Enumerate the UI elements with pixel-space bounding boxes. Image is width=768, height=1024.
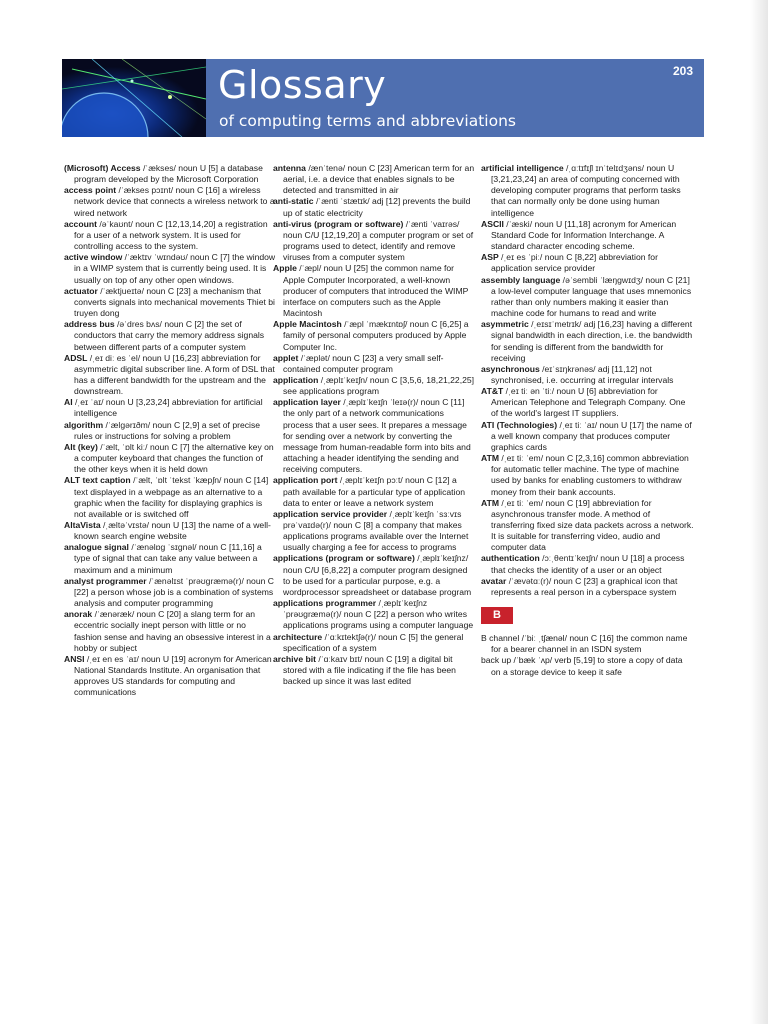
entry-headword: AT&T: [481, 386, 504, 397]
glossary-entry: [273, 632, 475, 654]
entry-definition: noun C [6,25] a family of personal computers produced by Apple Computer Inc.: [283, 319, 469, 352]
glossary-entry: [481, 275, 694, 320]
entry-headword: antenna: [273, 163, 306, 173]
entry-definition: noun C [21] a low-level computer language that uses mnemonics rather than only numbers making it easier than machine code for humans to read and write: [491, 274, 692, 319]
entry-definition: noun C [12] a path available for a particular type of application data to enter or leave a network system: [283, 475, 466, 508]
glossary-entry: [481, 498, 694, 554]
glossary-entry: [481, 576, 694, 598]
glossary-entry: [481, 553, 694, 575]
page-edge-shadow: [750, 0, 768, 1024]
entry-definition: back up /ˈbæk ˈʌp/ verb [5,19] to store a copy of data on a storage device to keep it safe: [481, 655, 683, 677]
glossary-entry: [481, 252, 694, 274]
entry-pronunciation: /ˈæski/: [503, 218, 533, 229]
entry-pronunciation: /ænˈtenə/: [305, 163, 346, 173]
entry-definition: noun C [8] a company that makes applications programs available over the Internet usually charging a fee for access to programs: [283, 520, 469, 553]
entry-pronunciation: /ˈæpl/: [296, 263, 322, 274]
entry-definition: noun C [20] a slang term for an eccentric socially inept person with little or no fashion sense and having an obsessive interest in a hobby or subject: [74, 609, 271, 653]
glossary-entry: [481, 386, 694, 419]
entry-definition: noun C [19] abbreviation for asynchronous transfer mode. A method of transferring fixed size data packets across a network. It is suitable for transferring video, audio and computer data: [491, 497, 694, 553]
glossary-entry: [273, 509, 475, 554]
glossary-entry: [64, 353, 276, 398]
entry-headword: asynchronous: [481, 363, 540, 374]
entry-definition: noun C [16] a wireless network device that connects a wireless network to a wired network: [74, 185, 275, 218]
entry-definition: noun U [3,21,23,24] an area of computing concerned with developing computer programs that perform tasks that can normally only be done using human intelligence: [491, 163, 681, 218]
glossary-entry: [64, 542, 276, 575]
entry-pronunciation: /ˈænəræk/: [92, 609, 135, 620]
glossary-entry: [64, 576, 276, 609]
entry-definition: noun C [5] the general specification of a system: [283, 631, 464, 653]
glossary-column-3: [481, 163, 694, 678]
glossary-entry: [64, 219, 276, 252]
entry-headword: AltaVista: [64, 520, 101, 530]
entry-pronunciation: /ˈænti ˈstætɪk/: [313, 196, 370, 207]
entry-pronunciation: /ˈænəlɒɡ ˈsɪɡnəl/: [128, 542, 197, 553]
entry-headword: authentication: [481, 553, 540, 564]
glossary-entry: [481, 633, 694, 655]
entry-headword: application: [273, 374, 319, 385]
entry-pronunciation: /ˈæplət/: [298, 352, 330, 363]
entry-headword: application layer: [273, 397, 341, 408]
entry-pronunciation: /ˌæplɪˈkeɪʃnz/: [414, 553, 469, 564]
column-3-entries: [481, 163, 694, 598]
entry-pronunciation: /ˈælɡərɪðm/: [103, 419, 151, 430]
entry-headword: ATM: [481, 453, 499, 464]
entry-pronunciation: /ˌɑːtɪfɪʃl ɪnˈtelɪdʒəns/: [563, 163, 645, 173]
glossary-entry: [481, 163, 694, 219]
entry-pronunciation: /ɔːˌθentɪˈkeɪʃn/: [539, 553, 598, 564]
glossary-entry: [481, 420, 694, 453]
entry-definition: noun U [5] a database program developed by the Microsoft Corporation: [74, 163, 263, 185]
entry-pronunciation: /ˌeɪ en es ˈaɪ/: [84, 653, 139, 664]
earth-network-image: [62, 59, 206, 137]
entry-pronunciation: /eɪˈsɪŋkrənəs/: [539, 363, 596, 374]
entry-pronunciation: /ˌeɪ es ˈpiː/: [498, 252, 543, 263]
entry-headword: ASCII: [481, 218, 504, 229]
glossary-entry: [64, 185, 276, 218]
page-number: 203: [672, 64, 693, 78]
glossary-entry: [273, 353, 475, 375]
entry-pronunciation: /ˈækses pɔɪnt/: [116, 185, 174, 196]
entry-pronunciation: /əˈkaʊnt/: [96, 218, 133, 229]
entry-pronunciation: /ˈænti ˈvaɪrəs/: [403, 218, 460, 229]
glossary-entry: [64, 475, 276, 520]
glossary-entry: [481, 319, 694, 364]
entry-headword: analogue signal: [64, 542, 129, 553]
entry-pronunciation: /ˈælt, ˈɒlt ˈtekst ˈkæpʃn/: [130, 475, 222, 486]
entry-definition: noun C [23] American term for an aerial, i.e. a device that enables signals to be detected and transmitted in air: [283, 163, 475, 196]
entry-pronunciation: /ˌeɪ tiː ˈaɪ/: [557, 419, 598, 430]
glossary-entry: [273, 553, 475, 598]
entry-definition: noun C [23] a graphical icon that represents a real person in a cyberspace system: [491, 575, 678, 597]
entry-headword: ASP: [481, 252, 499, 263]
entry-pronunciation: /ˈævətɑː(r)/: [506, 575, 552, 586]
glossary-entry: [481, 364, 694, 386]
entry-definition: adj [11,12] not synchronised, i.e. occurring at irregular intervals: [491, 363, 674, 385]
glossary-entry: [64, 252, 276, 285]
glossary-entry: [273, 475, 475, 508]
entry-pronunciation: /ˌæplɪˈkeɪʃn ˈsɜːvɪs prəˈvaɪdə(r)/: [283, 508, 462, 530]
entry-definition: noun C/U [12,19,20] a computer program or set of programs used to detect, identify and remove viruses from a computer system: [283, 229, 474, 263]
entry-pronunciation: /ˌeɪ ˈaɪ/: [72, 397, 104, 408]
glossary-entry: [273, 397, 475, 475]
entry-definition: noun C [12,13,14,20] a registration for a user of a network system. It is used for controlling access to the system.: [74, 218, 268, 252]
entry-definition: noun U [3,23,24] abbreviation for artificial intelligence: [74, 397, 263, 419]
entry-definition: noun C [7] the alternative key on a computer keyboard that changes the function of the other keys when it is held down: [74, 441, 274, 475]
glossary-entry: [273, 598, 475, 631]
glossary-entry: [64, 442, 276, 475]
entry-pronunciation: /ˌæltəˈvɪstə/: [100, 520, 150, 530]
entry-definition: noun C [23] a very small self-contained computer program: [283, 352, 444, 374]
entry-pronunciation: /ˈækses/: [140, 163, 176, 173]
glossary-column-2: [273, 163, 475, 687]
entry-headword: ANSI: [64, 653, 85, 664]
entry-headword: artificial intelligence: [481, 163, 564, 173]
entry-headword: ADSL: [64, 352, 88, 363]
entry-definition: noun U [13] the name of a well-known search engine website: [74, 520, 271, 542]
section-b-entries: [481, 633, 694, 678]
entry-headword: architecture: [273, 631, 323, 642]
entry-pronunciation: /əˈdres bʌs/: [114, 319, 162, 330]
entry-definition: noun C [2,3,16] common abbreviation for automatic teller machine. The type of machine used by banks for enabling customers to withdraw money from their bank accounts.: [491, 453, 689, 497]
entry-pronunciation: /ˌæplɪˈkeɪʃn/: [318, 374, 368, 385]
glossary-banner: [62, 59, 704, 137]
entry-pronunciation: /ˌeɪ tiː ən ˈtiː/: [503, 386, 555, 397]
glossary-column-1: [64, 163, 276, 699]
entry-pronunciation: /ˈɑːkɪtektʃə(r)/: [322, 631, 376, 642]
glossary-entry: [273, 163, 475, 196]
entry-pronunciation: /ˈænəlɪst ˈprəʊɡræmə(r)/: [146, 575, 244, 586]
glossary-entry: [64, 609, 276, 654]
entry-headword: avatar: [481, 575, 507, 586]
entry-headword: Apple: [273, 263, 297, 274]
entry-definition: noun C/U [6,8,22] a computer program designed to be used for a particular purpose, e.g. a wordprocessor spreadsheet or database program: [283, 564, 472, 597]
entry-pronunciation: /ˈɑːkaɪv bɪt/: [316, 653, 363, 664]
glossary-entry: [64, 286, 276, 319]
entry-pronunciation: /ˌeɪ tiː ˈem/: [498, 453, 544, 464]
entry-headword: application port: [273, 475, 338, 486]
entry-headword: asymmetric: [481, 319, 529, 330]
glossary-entry: [64, 520, 276, 542]
entry-definition: noun C [2] the set of conductors that carry the memory address signals between different parts of a computer system: [74, 319, 265, 352]
glossary-entry: [481, 655, 694, 677]
entry-definition: noun C [19] a digital bit stored with a file indicating if the file has been backed up since it was last edited: [283, 653, 456, 687]
entry-headword: applications programmer: [273, 598, 377, 609]
entry-definition: noun C [23] a mechanism that converts signals into mechanical movements Thiet bi truyen dong: [74, 285, 275, 319]
entry-definition: adj [16,23] having a different signal bandwidth in each direction, i.e. the bandwidth for sending is different from the bandwidth for receiving: [491, 319, 693, 363]
entry-pronunciation: /ˌæplɪˈkeɪʃnz ˈprəʊɡræmə(r)/: [283, 598, 428, 620]
section-letter-b: B: [481, 607, 513, 624]
entry-definition: noun U [6] abbreviation for American Telephone and Telegraph Company. One of the world's largest IT suppliers.: [491, 386, 686, 419]
entry-definition: noun C [2,9] a set of precise rules or instructions for solving a problem: [74, 419, 261, 441]
entry-pronunciation: /ˌæplɪˈkeɪʃn pɔːt/: [337, 475, 403, 486]
entry-pronunciation: /ˌeɪ diː es ˈel/: [87, 352, 141, 363]
entry-headword: applet: [273, 352, 299, 363]
entry-pronunciation: /ˌeɪsɪˈmetrɪk/: [528, 319, 582, 330]
entry-definition: noun C [11,16] a type of signal that can take any value between a maximum and a minimum: [74, 542, 262, 575]
glossary-entry: [273, 219, 475, 264]
glossary-entry: [64, 319, 276, 352]
entry-pronunciation: /əˈsembli ˈlæŋɡwɪdʒ/: [560, 274, 644, 285]
entry-definition: noun C [22] a person who writes applications programs using a computer language: [283, 609, 474, 631]
entry-definition: noun U [18] a process that checks the identity of a user or an object: [491, 553, 685, 575]
entry-definition: noun C [14] text displayed in a webpage as an alternative to a graphic when the facility for displaying graphics is not available or is switched off: [74, 475, 269, 519]
entry-headword: ATM: [481, 497, 499, 508]
entry-definition: adj [12] prevents the build up of static electricity: [283, 196, 471, 218]
entry-headword: Alt (key): [64, 441, 98, 452]
page-title: Glossary: [218, 63, 387, 107]
glossary-entry: [273, 375, 475, 397]
entry-definition: noun U [19] acronym for American National Standards Institute. An organisation that approves US standards for computing and communications: [74, 653, 272, 698]
entry-headword: account: [64, 218, 97, 229]
glossary-entry: [64, 420, 276, 442]
entry-headword: ATI (Technologies): [481, 419, 558, 430]
entry-headword: assembly language: [481, 274, 561, 285]
entry-headword: AI: [64, 397, 73, 408]
entry-pronunciation: /ˈæktɪv ˈwɪndəʊ/: [122, 252, 188, 263]
page-subtitle: of computing terms and abbreviations: [219, 112, 516, 130]
entry-pronunciation: /ˌeɪ tiː ˈem/: [498, 497, 544, 508]
entry-headword: applications (program or software): [273, 553, 415, 564]
entry-definition: noun C [11] the only part of a network communications process that a user sees. It prepares a message for sending over a network by converting the message from human-readable form into bits and attaching a header identifying the sending and receiving computers.: [283, 397, 471, 475]
entry-headword: anorak: [64, 609, 93, 620]
entry-definition: B channel /ˈbiː ˌtʃænəl/ noun C [16] the common name for a bearer channel in an ISDN system: [481, 633, 688, 655]
glossary-entry: [273, 263, 475, 319]
glossary-entry: [481, 219, 694, 252]
entry-headword: application service provider: [273, 508, 388, 519]
entry-definition: noun C [22] a person whose job is a combination of systems analysis and computer programming: [74, 575, 274, 609]
entry-definition: noun C [8,22] abbreviation for application service provider: [491, 252, 658, 274]
entry-headword: actuator: [64, 285, 98, 296]
glossary-entry: [64, 397, 276, 419]
entry-pronunciation: /ˈæktjueɪtə/: [97, 285, 144, 296]
glossary-entry: [481, 453, 694, 498]
glossary-entry: [273, 196, 475, 218]
entry-headword: anti-static: [273, 196, 314, 207]
entry-headword: active window: [64, 252, 123, 263]
entry-headword: archive bit: [273, 653, 316, 664]
entry-headword: anti-virus (program or software): [273, 218, 404, 229]
entry-definition: noun C [7] the window in a WIMP system that is currently being used. It is usually on top of any other open windows.: [74, 252, 276, 285]
entry-headword: ALT text caption: [64, 475, 131, 486]
entry-headword: access point: [64, 185, 117, 196]
entry-pronunciation: /ˈælt, ˈɒlt kiː/: [97, 441, 148, 452]
entry-definition: noun C [3,5,6, 18,21,22,25] see applications program: [283, 374, 475, 397]
glossary-entry: [64, 163, 276, 185]
entry-headword: address bus: [64, 319, 115, 330]
entry-headword: (Microsoft) Access: [64, 163, 141, 173]
entry-headword: algorithm: [64, 419, 104, 430]
glossary-entry: [64, 654, 276, 699]
entry-headword: analyst programmer: [64, 575, 147, 586]
entry-pronunciation: /ˈæpl ˈmækɪntɒʃ/: [341, 319, 408, 330]
entry-definition: noun U [11,18] acronym for American Standard Code for Information Interchange. A standard character encoding scheme.: [491, 218, 677, 252]
entry-definition: noun U [25] the common name for Apple Computer Incorporated, a well-known producer of computers that introduced the WIMP interface on computers such as the Apple Macintosh: [283, 263, 469, 319]
entry-definition: noun U [16,23] abbreviation for asymmetric digital subscriber line. A form of DSL that has a different bandwidth for the upstream and the downstream.: [74, 352, 275, 397]
glossary-entry: [273, 319, 475, 352]
entry-pronunciation: /ˌæplɪˈkeɪʃn ˈleɪə(r)/: [340, 397, 419, 408]
entry-definition: noun U [17] the name of a well known company that produces computer graphics cards: [491, 419, 692, 452]
entry-headword: Apple Macintosh: [273, 319, 342, 330]
glossary-entry: [273, 654, 475, 687]
